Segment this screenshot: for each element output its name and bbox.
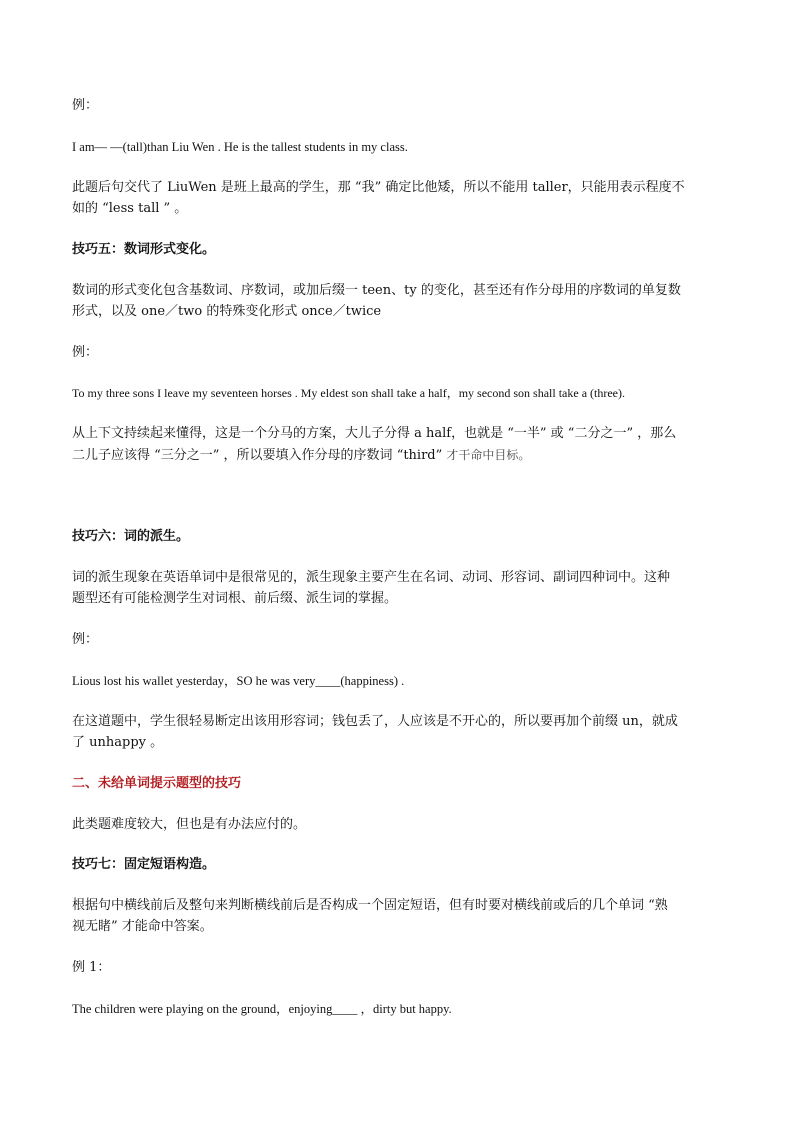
paragraph-line: 根据句中横线前后及整句来判断横线前后是否构成一个固定短语，但有时要对横线前或后的几个单词 “熟 [72,898,668,913]
paragraph-line: 视无睹” 才能命中答案。 [72,919,213,934]
example-label: 例： [72,98,99,113]
paragraph-line [72,447,530,464]
example-label: 例 1： [72,960,111,975]
paragraph-line: 了 unhappy 。 [72,735,164,750]
paragraph-line: 如的 “less tall ” 。 [72,201,188,216]
paragraph-text-tail: 才干命中目标。 [446,448,531,462]
paragraph-line: 形式，以及 one／two 的特殊变化形式 once／twice [72,304,382,319]
paragraph-line: 在这道题中，学生很轻易断定出该用形容词；钱包丢了，人应该是不开心的，所以要再加个前缀 un，就成 [72,714,678,729]
paragraph-line: 此类题难度较大，但也是有办法应付的。 [72,817,307,832]
paragraph-line: 词的派生现象在英语单词中是很常见的，派生现象主要产生在名词、动词、形容词、副词四种词中。这种 [72,570,671,585]
section-heading: 二、未给单词提示题型的技巧 [72,776,242,791]
tip-heading: 技巧五：数词形式变化。 [72,242,216,257]
example-sentence: The children were playing on the ground，enjoying____ ，dirty but happy. [72,1002,452,1016]
paragraph-line: 数词的形式变化包含基数词、序数词，或加后缀一 teen、ty 的变化，甚至还有作分母用的序数词的单复数 [72,283,681,298]
paragraph-text: 二儿子应该得 “三分之一” ，所以要填入作分母的序数词 “third” [72,448,447,463]
tip-heading: 技巧七：固定短语构造。 [72,857,216,872]
example-sentence: I am— —(tall)than Liu Wen . He is the tallest students in my class. [72,140,408,154]
example-label: 例： [72,632,99,647]
tip-heading: 技巧六：词的派生。 [72,529,190,544]
example-label: 例： [72,345,99,360]
paragraph-line: 此题后句交代了 LiuWen 是班上最高的学生，那 “我” 确定比他矮，所以不能用 taller，只能用表示程度不 [72,180,685,195]
paragraph-line: 题型还有可能检测学生对词根、前后缀、派生词的掌握。 [72,591,398,606]
paragraph-line: 从上下文持续起来懂得，这是一个分马的方案，大儿子分得 a half，也就是 “一半” 或 “二分之一” ，那么 [72,426,677,441]
example-sentence: Lious lost his wallet yesterday，SO he was very____(happiness) . [72,674,405,688]
example-sentence: To my three sons I leave my seventeen horses . My eldest son shall take a half，my second son shall take a (three). [72,386,626,400]
